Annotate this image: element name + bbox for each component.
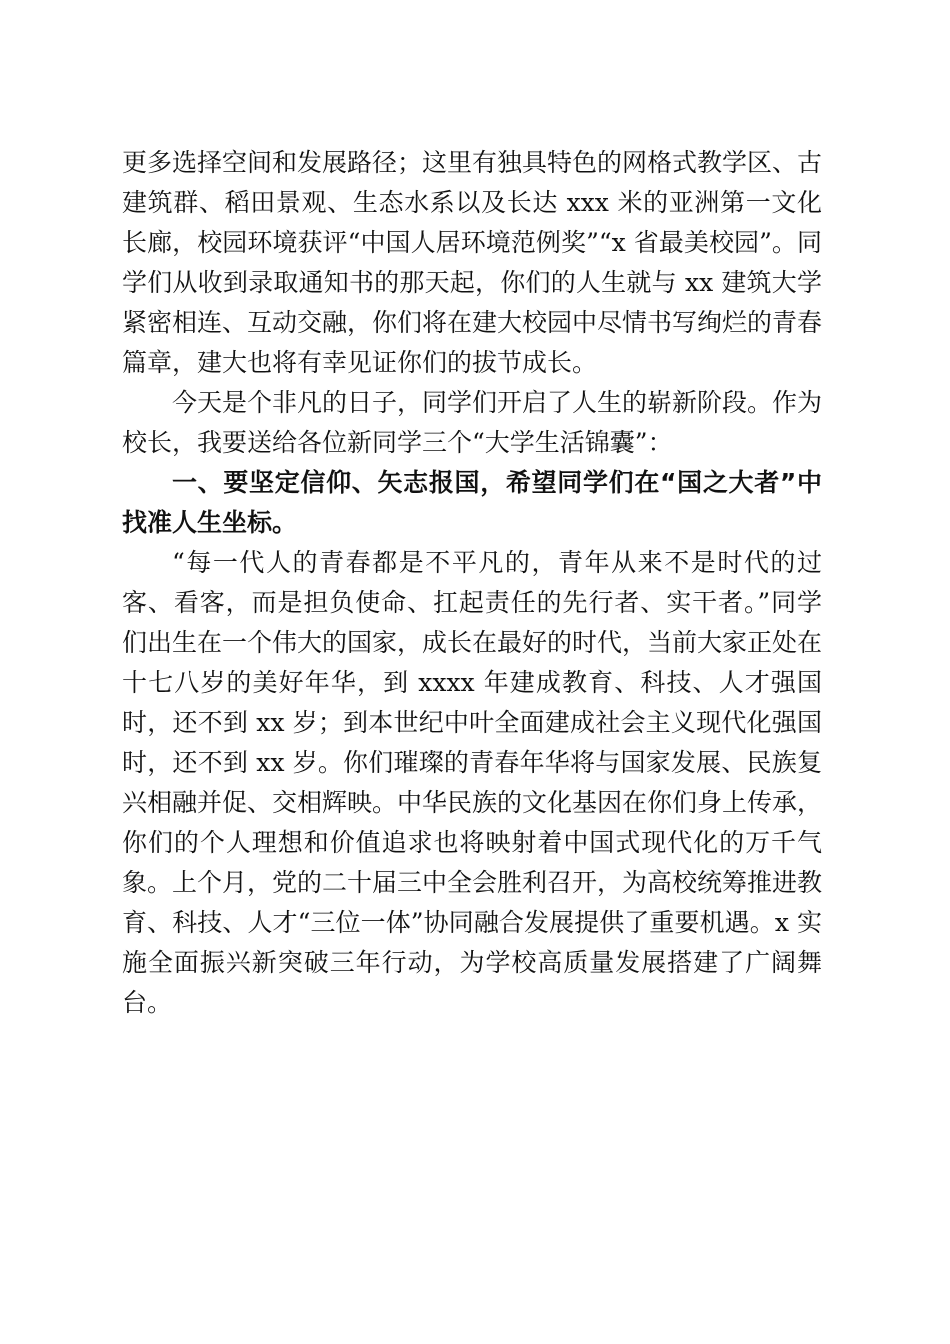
section-heading-1: 一、要坚定信仰、矢志报国，希望同学们在“国之大者”中找准人生坐标。 [122, 468, 822, 537]
document-body [122, 143, 822, 1023]
paragraph-three-tips-intro: 今天是个非凡的日子，同学们开启了人生的崭新阶段。作为校长，我要送给各位新同学三个“大学生活锦囊”： [122, 388, 823, 457]
paragraph-campus-intro: 更多选择空间和发展路径；这里有独具特色的网格式教学区、古建筑群、稻田景观、生态水系以及长达 xxx 米的亚洲第一文化长廊，校园环境获评“中国人居环境范例奖”“x 省最美校园”。同学们从收到录取通知书的那天起，你们的人生就与 xx 建筑大学紧密相连、互动交融，你们将在建大校园中尽情书写绚烂的青春篇章，建大也将有幸见证你们的拔节成长。 [122, 148, 823, 377]
paragraph-youth-mission: “每一代人的青春都是不平凡的，青年从来不是时代的过客、看客，而是担负使命、扛起责任的先行者、实干者。”同学们出生在一个伟大的国家，成长在最好的时代，当前大家正处在十七八岁的美好年华，到 xxxx 年建成教育、科技、人才强国时，还不到 xx 岁；到本世纪中叶全面建成社会主义现代化强国时，还不到 xx 岁。你们璀璨的青春年华将与国家发展、民族复兴相融并促、交相辉映。中华民族的文化基因在你们身上传承，你们的个人理想和价值追求也将映射着中国式现代化的万千气象。上个月，党的二十届三中全会胜利召开，为高校统筹推进教育、科技、人才“三位一体”协同融合发展提供了重要机遇。x 实施全面振兴新突破三年行动，为学校高质量发展搭建了广阔舞台。 [122, 548, 823, 1017]
